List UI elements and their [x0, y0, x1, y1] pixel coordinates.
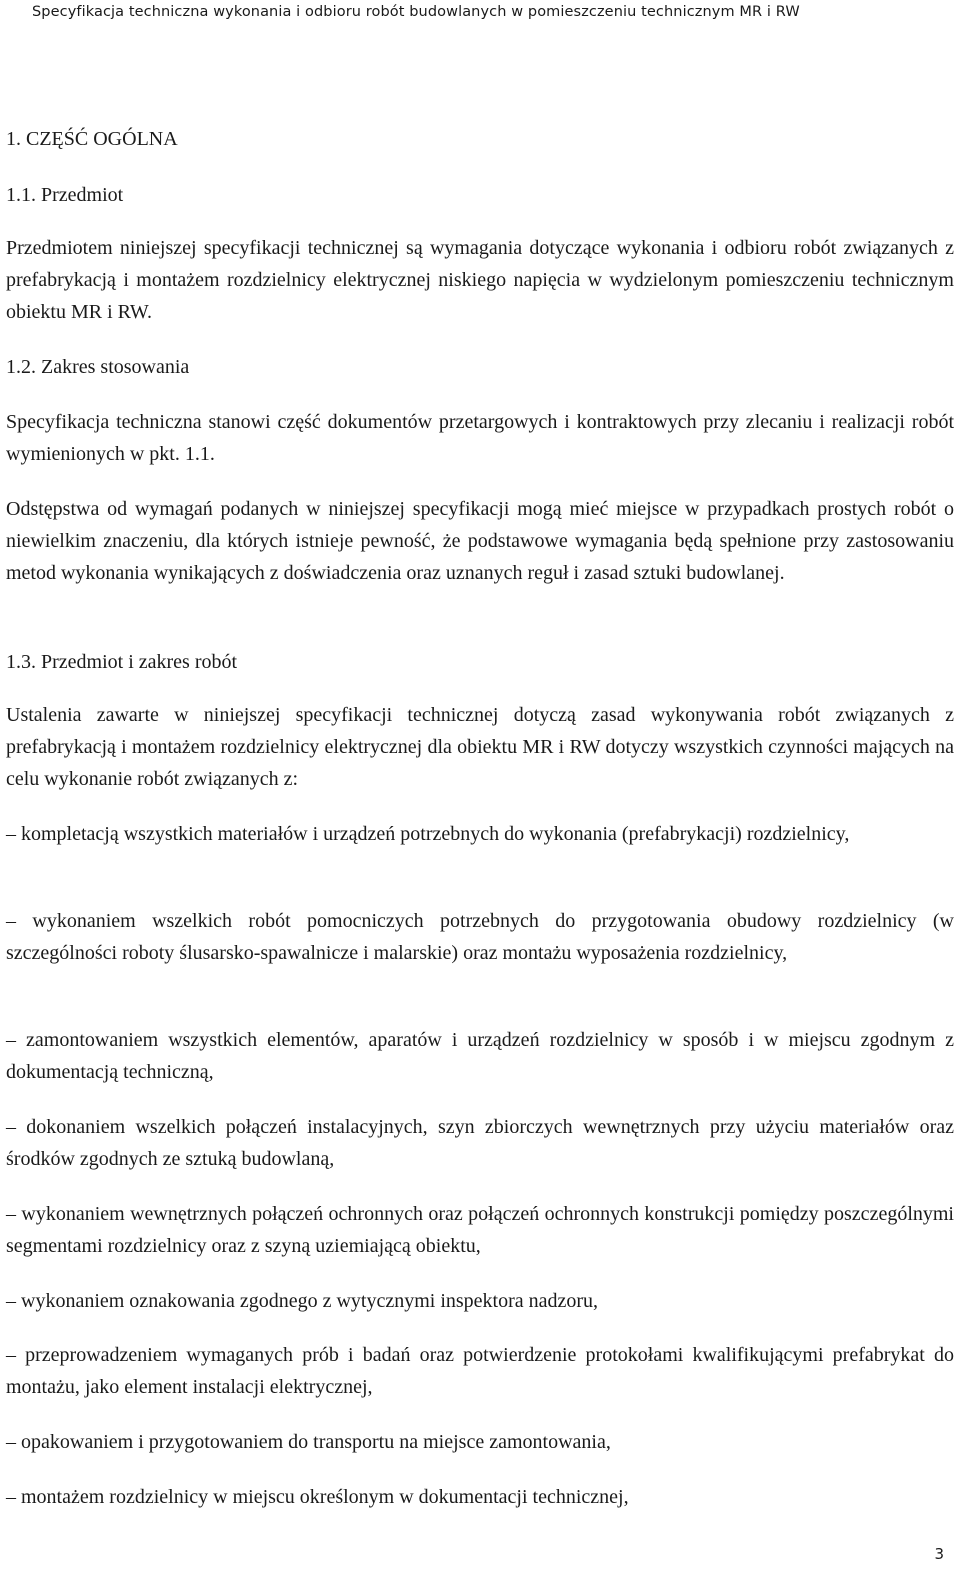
paragraph-przedmiot: Przedmiotem niniejszej specyfikacji technicznej są wymagania dotyczące wykonania i odbioru robót związanych z prefabrykacją i montażem rozdzielnicy elektrycznej niskiego napięcia w wydzielonym pomieszczeniu technicznym obiektu MR i RW.	[6, 237, 954, 323]
heading-czesc-ogolna: 1. CZĘŚĆ OGÓLNA	[6, 128, 178, 150]
running-header: Specyfikacja techniczna wykonania i odbioru robót budowlanych w pomieszczeniu technicznym MR i RW	[32, 4, 800, 20]
list-item: – kompletacją wszystkich materiałów i urządzeń potrzebnych do wykonania (prefabrykacji) rozdzielnicy,	[6, 823, 850, 845]
list-item: – montażem rozdzielnicy w miejscu określonym w dokumentacji technicznej,	[6, 1486, 629, 1508]
paragraph-ustalenia: Ustalenia zawarte w niniejszej specyfikacji technicznej dotyczą zasad wykonywania robót związanych z prefabrykacją i montażem rozdzielnicy elektrycznej dla obiektu MR i RW dotyczy wszystkich czynności mających na celu wykonanie robót związanych z:	[6, 704, 954, 790]
page-number: 3	[934, 1545, 944, 1563]
list-item: – wykonaniem oznakowania zgodnego z wytycznymi inspektora nadzoru,	[6, 1290, 599, 1312]
list-item: – dokonaniem wszelkich połączeń instalacyjnych, szyn zbiorczych wewnętrznych przy użyciu materiałów oraz środków zgodnych ze sztuką budowlaną,	[6, 1116, 954, 1170]
list-item: – wykonaniem wszelkich robót pomocniczych potrzebnych do przygotowania obudowy rozdzielnicy (w szczególności roboty ślusarsko-spawalnicze i malarskie) oraz montażu wyposażenia rozdzielnicy,	[6, 910, 954, 964]
heading-zakres-stosowania: 1.2. Zakres stosowania	[6, 356, 190, 378]
paragraph-zakres-stosowania: Specyfikacja techniczna stanowi część dokumentów przetargowych i kontraktowych przy zlecaniu i realizacji robót wymienionych w pkt. 1.1.	[6, 411, 954, 465]
list-item: – przeprowadzeniem wymaganych prób i badań oraz potwierdzenie protokołami kwalifikującymi prefabrykat do montażu, jako element instalacji elektrycznej,	[6, 1344, 954, 1398]
paragraph-odstepstwa: Odstępstwa od wymagań podanych w niniejszej specyfikacji mogą mieć miejsce w przypadkach prostych robót o niewielkim znaczeniu, dla których istnieje pewność, że podstawowe wymagania będą spełnione przy zastosowaniu metod wykonania wynikających z doświadczenia oraz uznanych reguł i zasad sztuki budowlanej.	[6, 498, 954, 584]
list-item: – zamontowaniem wszystkich elementów, aparatów i urządzeń rozdzielnicy w sposób i w miejscu zgodnym z dokumentacją techniczną,	[6, 1029, 954, 1083]
list-item: – wykonaniem wewnętrznych połączeń ochronnych oraz połączeń ochronnych konstrukcji pomiędzy poszczególnymi segmentami rozdzielnicy oraz z szyną uziemiającą obiektu,	[6, 1203, 954, 1257]
heading-przedmiot-i-zakres: 1.3. Przedmiot i zakres robót	[6, 651, 238, 673]
heading-przedmiot: 1.1. Przedmiot	[6, 184, 124, 206]
list-item: – opakowaniem i przygotowaniem do transportu na miejsce zamontowania,	[6, 1431, 611, 1453]
